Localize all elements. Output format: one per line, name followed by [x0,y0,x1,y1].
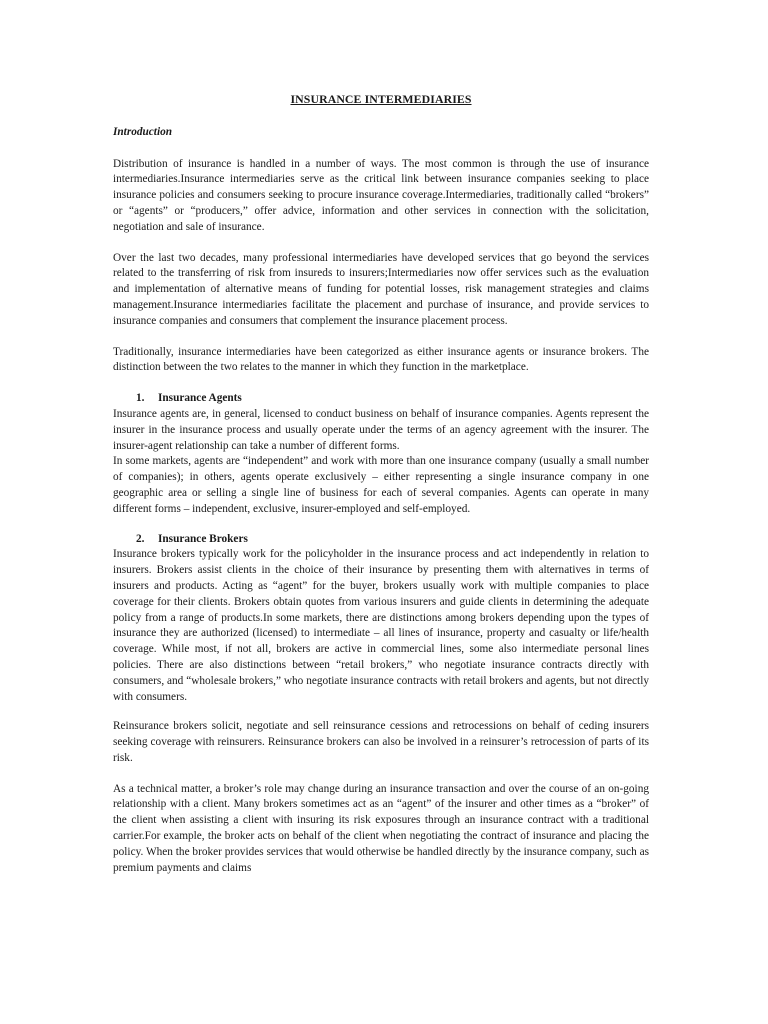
intro-heading: Introduction [113,125,173,138]
section-heading [113,391,649,407]
paragraph: Over the last two decades, many professional intermediaries have developed services that go beyond the services related to the transferring of risk from insureds to insurers;Intermediaries now offer services such as the evaluation and implementation of alternative means of funding for potential losses, risk management strategies and claims management.Insurance intermediaries facilitate the placement and purchase of insurance, and provide services to insurance companies and consumers that complement the insurance placement process. [113,251,649,327]
section-heading [113,532,649,548]
section-text: Insurance agents are, in general, licensed to conduct business on behalf of insurance companies. Agents represent the insurer in the insurance process and usually operate under the terms of an agency agreement with the insurer. The insurer-agent relationship can take a number of different forms. [113,407,649,452]
section-text: Insurance brokers typically work for the policyholder in the insurance process and act independently in relation to insurers. Brokers assist clients in the choice of their insurance by presenting them with alternatives in terms of insurers and products. Acting as “agent” for the buyer, brokers usually work with multiple companies to place coverage for their clients. Brokers obtain quotes from various insurers and guide clients in determining the adequate policy from a range of products.In some markets, there are distinctions among brokers depending upon the types of insurance they are authorized (licensed) to intermediate – all lines of insurance, property and casualty or life/health coverage. While most, if not all, brokers are active in commercial lines, some also intermediate personal lines policies. There are also distinctions between “retail brokers,” who negotiate insurance contracts directly with consumers, and “wholesale brokers,” who negotiate insurance contracts with retail brokers and agents, but not directly with consumers. [113,548,649,703]
section-title: Insurance Agents [158,392,242,405]
section-insurance-agents [113,391,649,517]
paragraph: Traditionally, insurance intermediaries have been categorized as either insurance agents or insurance brokers. The distinction between the two relates to the manner in which they function in the marketplace. [113,345,649,374]
section-insurance-brokers [113,532,649,706]
section-title: Insurance Brokers [158,532,248,545]
section-number: 2. [136,532,145,545]
section-text: In some markets, agents are “independent” and work with more than one insurance company (usually a small number of companies); in others, agents operate exclusively – either representing a single insurance company in one geographic area or selling a single line of business for each of several companies. Agents can operate in many different forms – independent, exclusive, insurer-employed and self-employed. [113,455,649,515]
paragraph: Reinsurance brokers solicit, negotiate and sell reinsurance cessions and retrocessions on behalf of ceding insurers seeking coverage with reinsurers. Reinsurance brokers can also be involved in a reinsurer’s retrocession of parts of its risk. [113,720,649,764]
section-number: 1. [136,392,145,405]
document-title: INSURANCE INTERMEDIARIES [290,92,472,106]
document-page [113,92,649,876]
paragraph: As a technical matter, a broker’s role may change during an insurance transaction and over the course of an on-going relationship with a client. Many brokers sometimes act as an “agent” of the insurer and other times as a “broker” of the client when assisting a client with insuring its risk exposures through an insurance contract with a traditional carrier.For example, the broker acts on behalf of the client when negotiating the contract of insurance and placing the policy. When the broker provides services that would otherwise be handled directly by the insurance company, such as premium payments and claims [113,782,649,874]
paragraph: Distribution of insurance is handled in a number of ways. The most common is through the use of insurance intermediaries.Insurance intermediaries serve as the critical link between insurance companies seeking to place insurance policies and consumers seeking to procure insurance coverage.Intermediaries, traditionally called “brokers” or “agents” or “producers,” offer advice, information and other services in connection with the solicitation, negotiation and sale of insurance. [113,157,649,233]
